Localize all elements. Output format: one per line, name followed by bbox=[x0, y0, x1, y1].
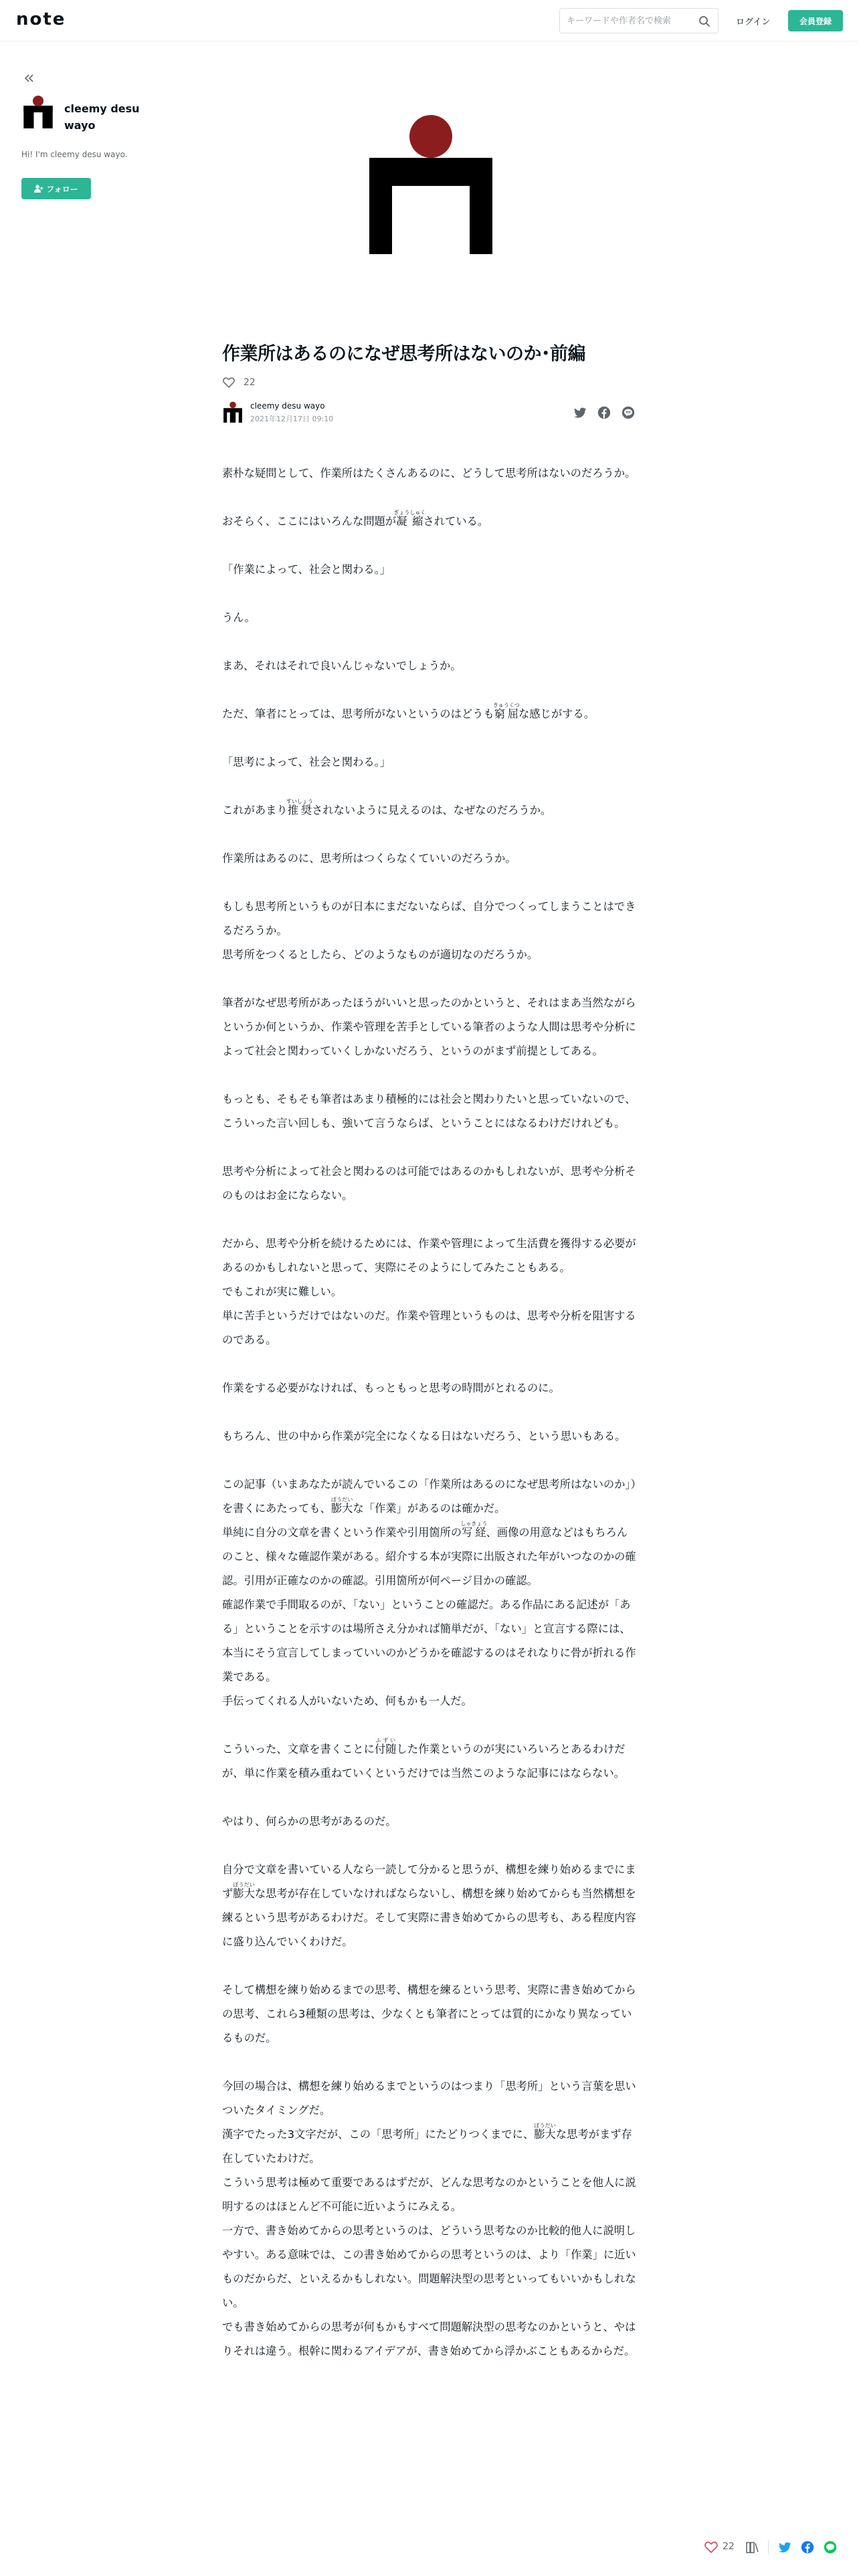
paragraph-text: 単に苦手というだけではないのだ。作業や管理というものは、思考や分析を阻害するのである。 bbox=[222, 1309, 636, 1346]
divider bbox=[768, 2540, 769, 2555]
author-bio: Hi! I'm cleemy desu wayo. bbox=[21, 150, 128, 159]
ruby-annotation: 推奨すいしょう bbox=[286, 798, 313, 817]
search-input[interactable] bbox=[567, 14, 694, 27]
floating-like-count[interactable]: 22 bbox=[723, 2541, 735, 2552]
paragraph-text: 自分で文章を書いている人なら一読して分かると思うが、構想を練り始めるまでにまず bbox=[222, 1863, 636, 1900]
paragraph-text: この記事（いまあなたが読んでいるこの「作業所はあるのになぜ思考所はないのか」）を書くにあたっても、 bbox=[222, 1478, 636, 1515]
paragraph-text: だから、思考や分析を続けるためには、作業や管理によって生活費を獲得する必要があるのかもしれないと思って、実際にそのようにしてみたこともある。 bbox=[222, 1237, 636, 1274]
back-chevron-icon[interactable] bbox=[23, 72, 36, 85]
author-avatar-small[interactable] bbox=[222, 401, 244, 423]
article-paragraph bbox=[222, 1232, 637, 1352]
paragraph-text: まあ、それはそれで良いんじゃないでしょうか。 bbox=[222, 659, 462, 672]
article-paragraph bbox=[222, 510, 637, 534]
floating-action-bar bbox=[696, 2532, 859, 2563]
follow-label: フォロー bbox=[46, 184, 78, 194]
share-buttons bbox=[573, 405, 637, 421]
person-plus-icon bbox=[34, 185, 43, 193]
article-paragraph bbox=[222, 2074, 637, 2363]
article-paragraph bbox=[222, 558, 637, 582]
paragraph-text: でもこれが実に難しい。 bbox=[222, 1285, 343, 1298]
paragraph-text: 一方で、書き始めてからの思考というのは、どういう思考なのか比較的他人に説明しやすい。ある意味では、この書き始めてからの思考というのは、より「作業」に近いものだからだ、といえるかもしれない。問題解決型の思考といってもいいかもしれない。 bbox=[222, 2224, 636, 2309]
magazine-add-icon[interactable] bbox=[745, 2540, 760, 2555]
paragraph-text: もっとも、そもそも筆者はあまり積極的には社会と関わりたいと思っていないので、こういった言い回しも、強いて言うならば、ということにはなるわけだけれども。 bbox=[222, 1093, 636, 1130]
twitter-icon[interactable] bbox=[573, 405, 587, 420]
paragraph-text: 漢字でたった3文字だが、この「思考所」にたどりつくまでに、 bbox=[222, 2128, 535, 2141]
article-author-row bbox=[222, 400, 637, 427]
paragraph-text: した作業というのが実にいろいろとあるわけだが、単に作業を積み重ねていくというだけでは当然このような記事にはならない。 bbox=[222, 1743, 626, 1780]
paragraph-text: うん。 bbox=[222, 611, 256, 624]
heart-icon[interactable] bbox=[704, 2540, 719, 2555]
sidebar-author-name[interactable]: cleemy desu wayo bbox=[64, 102, 140, 132]
article-paragraph bbox=[222, 1376, 637, 1400]
ruby-annotation: 膨大ぼうだい bbox=[330, 1497, 353, 1515]
article-paragraph bbox=[222, 847, 637, 871]
paragraph-text: でも書き始めてからの思考が何もかもすべて問題解決型の思考なのかというと、やはりそれは違う。根幹に関わるアイデアが、書き始めてから浮かぶこともあるからだ。 bbox=[222, 2321, 636, 2357]
article-paragraph bbox=[222, 1737, 637, 1786]
article-paragraph bbox=[222, 798, 637, 823]
article-paragraph bbox=[222, 1424, 637, 1448]
paragraph-text: こういう思考は極めて重要であるはずだが、どんな思考なのかということを他人に説明するのはほとんど不可能に近いようにみえる。 bbox=[222, 2176, 636, 2213]
article-paragraph bbox=[222, 654, 637, 678]
signup-button[interactable]: 会員登録 bbox=[788, 10, 843, 31]
article-paragraph bbox=[222, 991, 637, 1063]
search-icon[interactable] bbox=[698, 15, 711, 28]
article-body bbox=[222, 461, 637, 2387]
paragraph-text: もちろん、世の中から作業が完全になくなる日はないだろう、という思いもある。 bbox=[222, 1430, 626, 1442]
ruby-annotation: 窮屈きゅうくつ bbox=[492, 702, 520, 720]
heart-icon[interactable] bbox=[222, 376, 235, 389]
paragraph-text: 思考や分析によって社会と関わるのは可能ではあるのかもしれないが、思考や分析そのものはお金にならない。 bbox=[222, 1165, 636, 1202]
ruby-annotation: 付随ふずい bbox=[374, 1737, 397, 1755]
search-box[interactable] bbox=[559, 8, 719, 33]
line-icon[interactable] bbox=[823, 2540, 838, 2555]
paragraph-text: 単純に自分の文章を書くという作業や引用箇所の bbox=[222, 1526, 462, 1539]
publish-date: 2021年12月17日 09:10 bbox=[250, 415, 334, 423]
facebook-icon[interactable] bbox=[800, 2540, 815, 2555]
paragraph-text: 作業所はあるのに、思考所はつくらなくていいのだろうか。 bbox=[222, 852, 516, 865]
follow-button[interactable] bbox=[21, 178, 91, 199]
paragraph-text: 素朴な疑問として、作業所はたくさんあるのに、どうして思考所はないのだろうか。 bbox=[222, 467, 636, 479]
paragraph-text: な感じがする。 bbox=[518, 708, 595, 720]
line-icon[interactable] bbox=[621, 405, 636, 420]
article-paragraph bbox=[222, 895, 637, 967]
article-paragraph bbox=[222, 1858, 637, 1954]
article-paragraph bbox=[222, 702, 637, 726]
article-paragraph bbox=[222, 1473, 637, 1713]
article-author-name[interactable]: cleemy desu wayo bbox=[250, 401, 325, 411]
paragraph-text: 、画像の用意などはもちろんのこと、様々な確認作業がある。紹介する本が実際に出版された年がいつなのかの確認。引用が正確なのかの確認。引用箇所が何ページ目かの確認。 bbox=[222, 1526, 636, 1587]
ruby-annotation: 膨大ぼうだい bbox=[534, 2123, 556, 2141]
paragraph-text: されている。 bbox=[423, 515, 489, 528]
paragraph-text: おそらく、ここにはいろんな問題が bbox=[222, 515, 397, 528]
ruby-annotation: 写経しゃきょう bbox=[460, 1521, 488, 1539]
paragraph-text: 手伝ってくれる人がいないため、何もかも一人だ。 bbox=[222, 1695, 472, 1707]
article-eyecatch-image bbox=[369, 112, 492, 254]
article-paragraph bbox=[222, 461, 637, 486]
paragraph-text: 「作業によって、社会と関わる。」 bbox=[222, 563, 391, 576]
paragraph-text: そして構想を練り始めるまでの思考、構想を練るという思考、実際に書き始めてからの思考、これら3種類の思考は、少なくとも筆者にとっては質的にかなり異なっているものだ。 bbox=[222, 1983, 636, 2044]
paragraph-text: こういった、文章を書くことに bbox=[222, 1743, 375, 1755]
author-avatar[interactable] bbox=[21, 95, 55, 128]
paragraph-text: 確認作業で手間取るのが、「ない」ということの確認だ。ある作品にある記述が「ある」ということを示すのは場所さえ分かれば簡単だが、「ない」と宣言する際には、本当にそう宣言してしまっていいのかどうかを確認するのはそれなりに骨が折れる作業である。 bbox=[222, 1598, 636, 1683]
paragraph-text: な「作業」があるのは確かだ。 bbox=[353, 1502, 506, 1515]
twitter-icon[interactable] bbox=[777, 2540, 792, 2555]
article-paragraph bbox=[222, 606, 637, 630]
paragraph-text: されないように見えるのは、なぜなのだろうか。 bbox=[312, 804, 552, 817]
ruby-annotation: 膨大ぼうだい bbox=[233, 1882, 255, 1900]
paragraph-text: な思考がまず存在していたわけだ。 bbox=[222, 2128, 632, 2165]
article-paragraph bbox=[222, 1810, 637, 1834]
paragraph-text: ただ、筆者にとっては、思考所がないというのはどうも bbox=[222, 708, 494, 720]
ruby-annotation: 凝縮ぎょうしゅく bbox=[393, 510, 426, 528]
site-header bbox=[0, 0, 859, 41]
article-title: 作業所はあるのになぜ思考所はないのか･前編 bbox=[222, 344, 585, 364]
login-link[interactable]: ログイン bbox=[736, 17, 771, 27]
paragraph-text: 作業をする必要がなければ、もっともっと思考の時間がとれるのに。 bbox=[222, 1382, 560, 1394]
note-logo[interactable]: note bbox=[16, 9, 66, 29]
article-paragraph bbox=[222, 750, 637, 774]
facebook-icon[interactable] bbox=[597, 405, 611, 420]
article-paragraph bbox=[222, 1087, 637, 1136]
paragraph-text: もしも思考所というものが日本にまだないならば、自分でつくってしまうことはできるだろうか。 bbox=[222, 900, 636, 937]
paragraph-text: な思考が存在していなければならないし、構想を練り始めてからも当然構想を練るという思考があるわけだ。そして実際に書き始めてからの思考も、ある程度内容に盛り込んでいくわけだ。 bbox=[222, 1887, 636, 1948]
article-paragraph bbox=[222, 1160, 637, 1208]
article-paragraph bbox=[222, 1978, 637, 2050]
paragraph-text: 今回の場合は、構想を練り始めるまでというのはつまり「思考所」という言葉を思いついたタイミングだ。 bbox=[222, 2080, 636, 2117]
paragraph-text: やはり、何らかの思考があるのだ。 bbox=[222, 1815, 397, 1828]
paragraph-text: 筆者がなぜ思考所があったほうがいいと思ったのかというと、それはまあ当然ながらというか何というか、作業や管理を苦手としている筆者のような人間は思考や分析によって社会と関わっていくしかないだろう、というのがまず前提としてある。 bbox=[222, 996, 636, 1057]
like-count[interactable]: 22 bbox=[244, 377, 256, 388]
paragraph-text: 思考所をつくるとしたら、どのようなものが適切なのだろうか。 bbox=[222, 948, 539, 961]
paragraph-text: 「思考によって、社会と関わる。」 bbox=[222, 756, 391, 768]
paragraph-text: これがあまり bbox=[222, 804, 288, 817]
